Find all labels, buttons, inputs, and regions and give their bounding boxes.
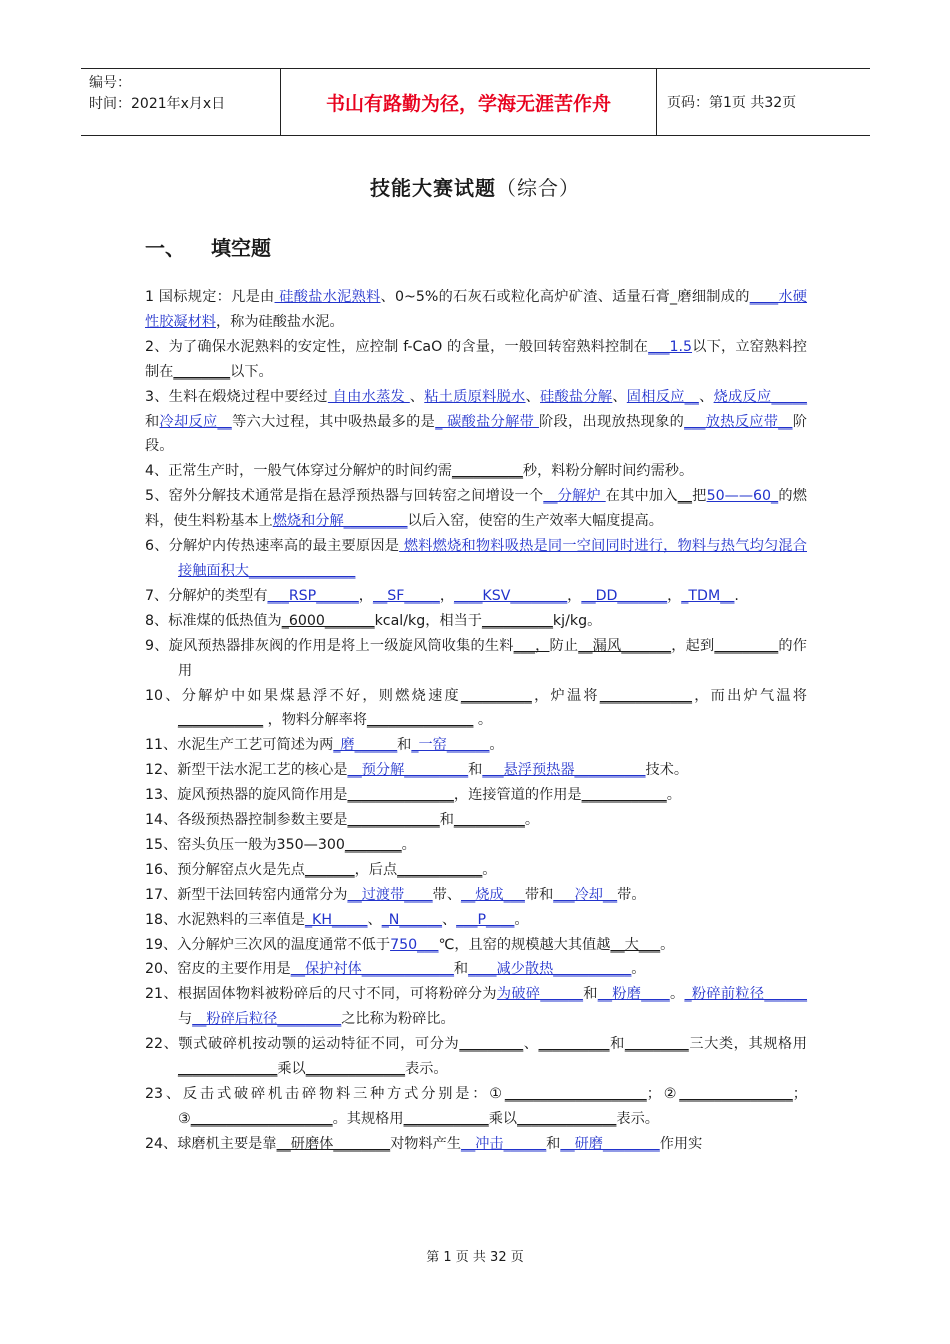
header-meta <box>81 69 281 135</box>
question-11: 11、水泥生产工艺可简述为两_磨______和_一窑______。 <box>145 737 504 754</box>
question-list <box>145 285 807 1157</box>
question-14: 14、各级预热器控制参数主要是_____________和__________。 <box>145 812 540 829</box>
title-paren: （综合） <box>496 176 580 200</box>
question-19: 19、入分解炉三次风的温度通常不低于750___℃，且窑的规模越大其值越__大___。 <box>145 936 675 953</box>
header-page-info: 页码：第1页 共32页 <box>667 95 797 111</box>
question-6: 6、分解炉内传热速率高的最主要原因是 燃料燃烧和物料吸热是同一空间同时进行，物料与热气均匀混合接触面积大_______________ <box>145 538 807 579</box>
question-8: 8、标准煤的低热值为_6000_______kcal/kg，相当于__________kj/kg。 <box>145 612 602 629</box>
page-header <box>81 68 870 136</box>
question-13: 13、旋风预热器的旋风筒作用是_______________，连接管道的作用是____________。 <box>145 787 681 804</box>
question-16: 16、预分解窑点火是先点_______，后点____________。 <box>145 861 497 878</box>
time-label: 时间：2021年x月x日 <box>89 96 226 112</box>
question-18: 18、水泥熟料的三率值是_KH_____、_N______、___P____。 <box>145 911 529 928</box>
question-9: 9、旋风预热器排灰阀的作用是将上一级旋风筒收集的生料___，防止__漏风_______，起到_________的作用 <box>145 637 807 679</box>
page-footer: 第 1 页 共 32 页 <box>426 1250 524 1265</box>
section-title: 填空题 <box>211 236 271 260</box>
question-24: 24、球磨机主要是靠__研磨体________对物料产生__冲击______和__研磨________作用实 <box>145 1135 703 1152</box>
question-10: 10、分解炉中如果煤悬浮不好，则燃烧速度__________，炉温将_____________，而出炉气温将____________ ，物料分解率将_______________ 。 <box>145 687 807 729</box>
question-21: 21、根据固体物料被粉碎后的尺寸不同，可将粉碎分为为破碎______和__粉磨____。_粉碎前粒径______与__粉碎后粒径_________之比称为粉碎比。 <box>145 986 807 1028</box>
question-2: 2、为了确保水泥熟料的安定性，应控制 f-CaO 的含量，一般回转窑熟料控制在___1.5以下，立窑熟料控制在________以下。 <box>145 338 807 380</box>
title-main: 技能大赛试题 <box>370 176 496 200</box>
question-5: 5、窑外分解技术通常是指在悬浮预热器与回转窑之间增设一个__分解炉 在其中加入__把50——60_的燃料，使生料粉基本上燃烧和分解_________以后入窑，使窑的生产效率大幅度提高。 <box>145 488 807 530</box>
question-15: 15、窑头负压一般为350—300________。 <box>145 836 416 853</box>
question-3: 3、生料在煅烧过程中要经过 自由水蒸发 、粘土质原料脱水、硅酸盐分解、固相反应__、烧成反应_____和冷却反应__等六大过程，其中吸热最多的是_ 碳酸盐分解带 阶段，出现放热现象的___放热反应带__阶段。 <box>145 388 807 455</box>
header-motto: 书山有路勤为径，学海无涯苦作舟 <box>281 69 657 135</box>
question-20: 20、窑皮的主要作用是__保护衬体_____________和____减少散热___________。 <box>145 961 646 978</box>
question-17: 17、新型干法回转窑内通常分为__过渡带____带、__烧成___带和___冷却__带。 <box>145 886 646 903</box>
question-23: 23、反击式破碎机击碎物料三种方式分别是：①____________________；②________________；③____________________。其规格用____________乘以______________表示。 <box>145 1086 807 1127</box>
question-7: 7、分解炉的类型有___RSP______，__SF_____，____KSV________，__DD_______，_TDM__. <box>145 587 739 604</box>
question-4: 4、正常生产时，一般气体穿过分解炉的时间约需__________秒，料粉分解时间约需秒。 <box>145 463 694 480</box>
section-number: 一、 <box>145 236 185 260</box>
section-heading <box>145 232 271 261</box>
document-title <box>0 172 950 201</box>
question-22: 22、颚式破碎机按动颚的运动特征不同，可分为_________、__________和_________三大类，其规格用______________乘以______________表示。 <box>145 1036 807 1078</box>
question-12: 12、新型干法水泥工艺的核心是__预分解_________和___悬浮预热器__________技术。 <box>145 762 689 779</box>
question-1: 1 国标规定：凡是由 硅酸盐水泥熟料、0~5%的石灰石或粒化高炉矿渣、适量石膏_磨细制成的____水硬性胶凝材料，称为硅酸盐水泥。 <box>145 289 807 330</box>
code-label: 编号： <box>89 75 131 91</box>
